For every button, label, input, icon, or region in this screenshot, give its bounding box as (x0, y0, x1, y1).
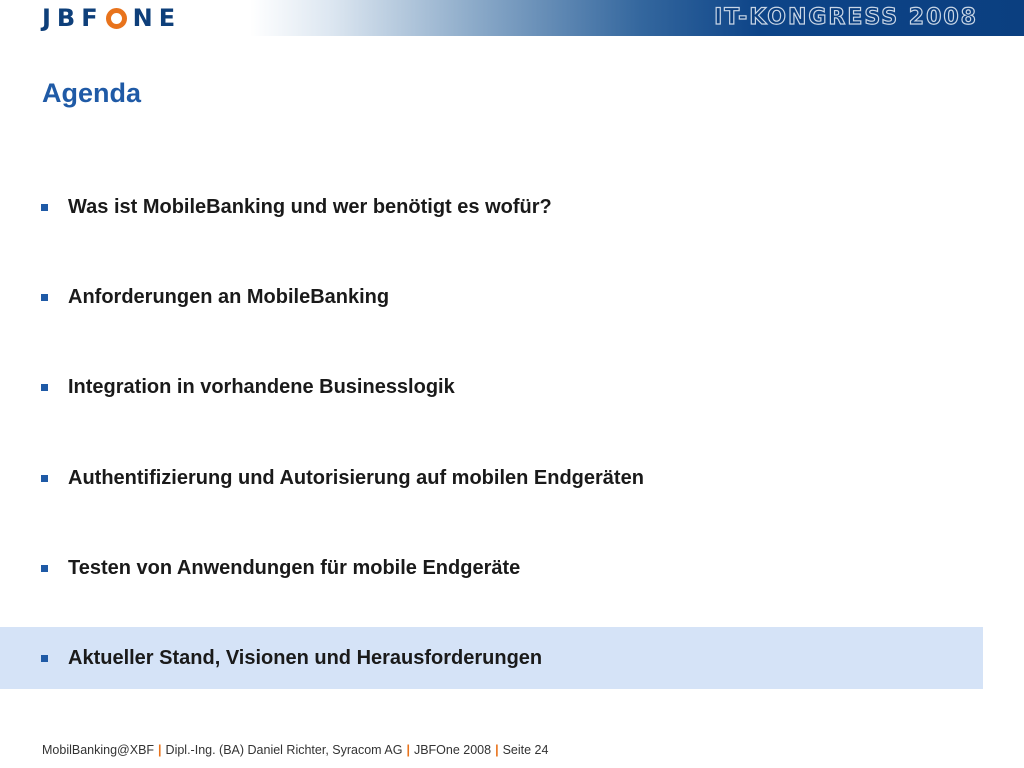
agenda-item (0, 266, 983, 328)
agenda-item (0, 627, 983, 689)
logo-ring-icon (106, 8, 127, 29)
footer-event: JBFOne 2008 (413, 743, 492, 757)
logo-text-end: NE (132, 4, 182, 32)
footer (42, 743, 548, 757)
logo-text-start: JBF (42, 4, 104, 32)
event-title: IT-KONGRESS 2008 (714, 5, 978, 30)
agenda-item-label: Anforderungen an MobileBanking (68, 285, 390, 308)
agenda-item-label: Aktueller Stand, Visionen und Herausforderungen (68, 646, 543, 669)
jbfone-logo (42, 4, 181, 32)
bullet-square-icon (41, 475, 48, 482)
agenda-item (0, 537, 983, 599)
footer-author: Dipl.-Ing. (BA) Daniel Richter, Syracom AG (165, 743, 403, 757)
footer-separator: | (158, 743, 162, 757)
bullet-square-icon (41, 294, 48, 301)
footer-separator: | (406, 743, 410, 757)
bullet-square-icon (41, 204, 48, 211)
footer-topic: MobilBanking@XBF (42, 743, 155, 757)
agenda-item (0, 447, 983, 509)
agenda-item (0, 176, 983, 238)
footer-separator: | (495, 743, 499, 757)
agenda-item-label: Authentifizierung und Autorisierung auf mobilen Endgeräten (68, 466, 644, 489)
agenda-item (0, 356, 983, 418)
bullet-square-icon (41, 565, 48, 572)
page-title: Agenda (42, 78, 142, 108)
bullet-square-icon (41, 655, 48, 662)
agenda-item-label: Integration in vorhandene Businesslogik (68, 375, 455, 398)
agenda-item-label: Testen von Anwendungen für mobile Endgeräte (68, 556, 521, 579)
footer-page-number: Seite 24 (502, 743, 549, 757)
agenda-item-label: Was ist MobileBanking und wer benötigt es wofür? (68, 195, 552, 218)
bullet-square-icon (41, 384, 48, 391)
